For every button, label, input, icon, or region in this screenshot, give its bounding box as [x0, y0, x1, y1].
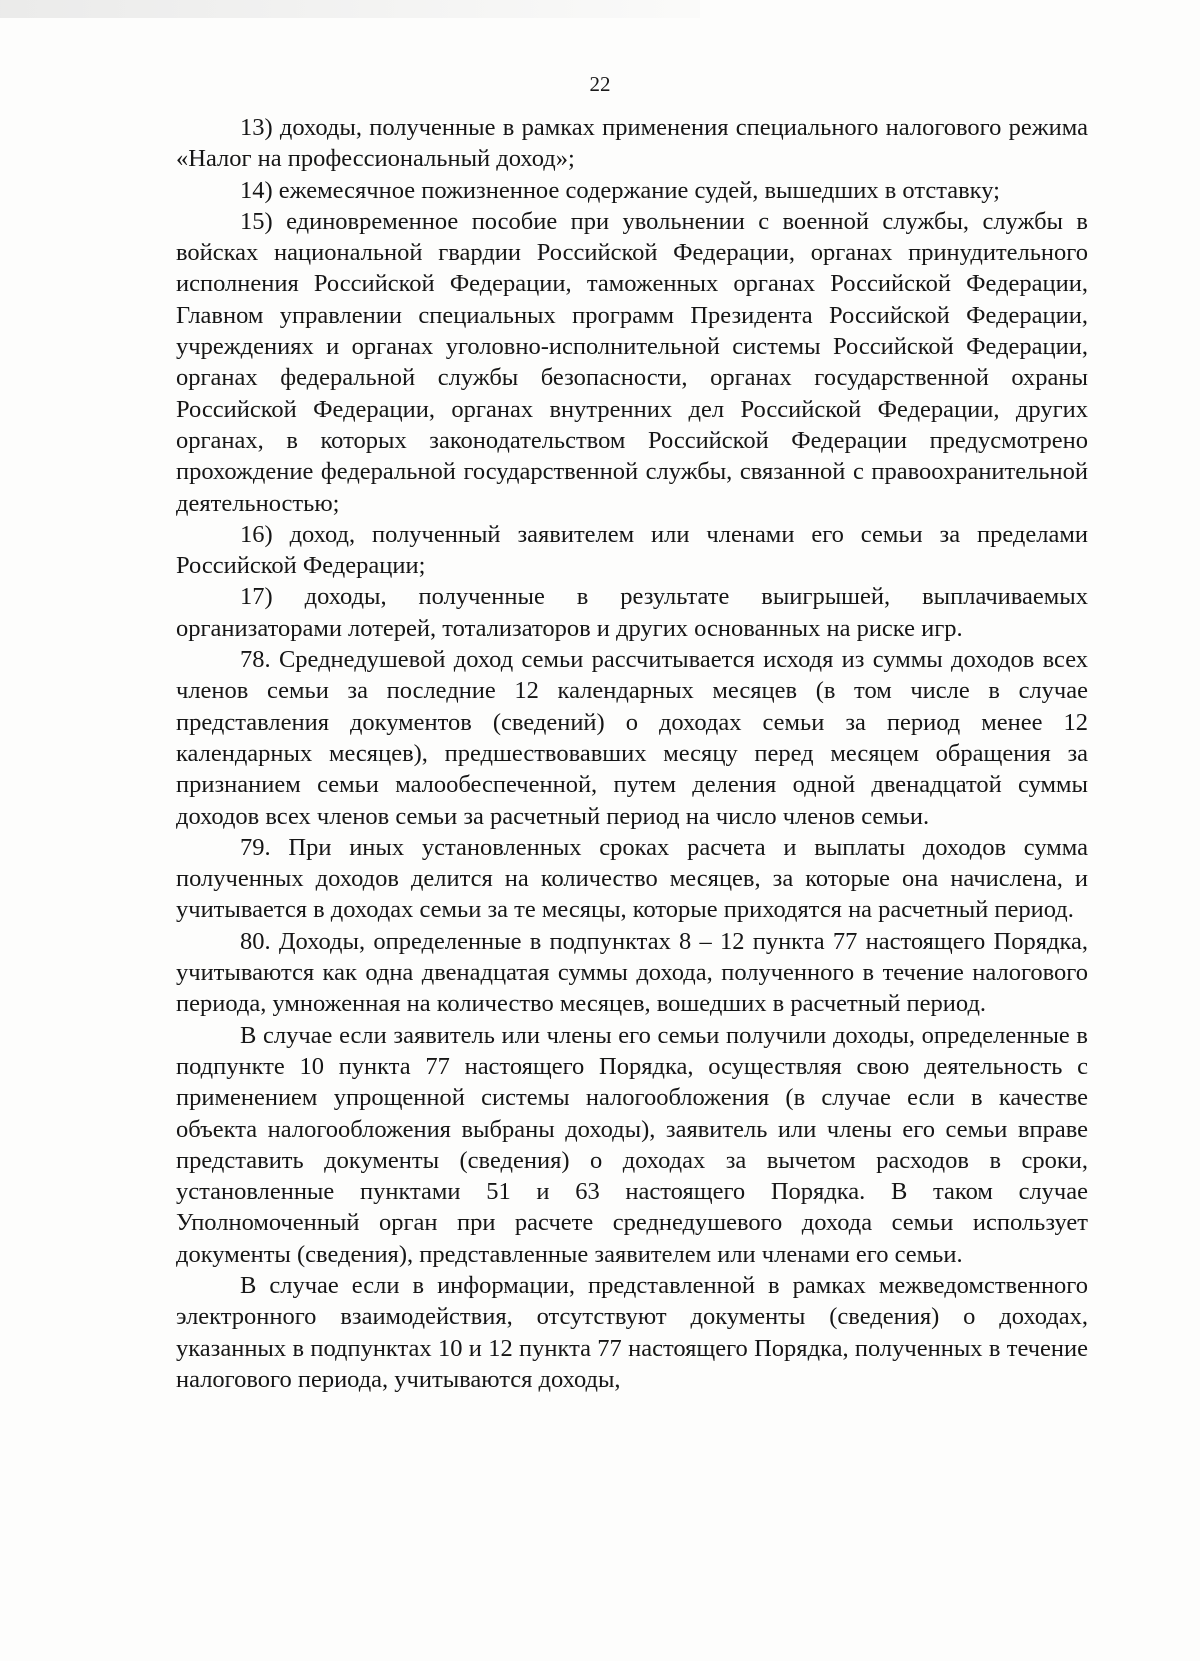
document-body	[176, 112, 1088, 1395]
paragraph-clause-78: 78. Среднедушевой доход семьи рассчитывается исходя из суммы доходов всех членов семьи за последние 12 календарных месяцев (в том числе в случае представления документов (сведений) о доходах семьи за период менее 12 календарных месяцев), предшествовавших месяцу перед месяцем обращения за признанием семьи малообеспеченной, путем деления одной двенадцатой суммы доходов всех членов семьи за расчетный период на число членов семьи.	[176, 646, 1088, 830]
page-number: 22	[589, 72, 611, 96]
paragraph-item-15: 15) единовременное пособие при увольнении с военной службы, службы в войсках национальной гвардии Российской Федерации, органах принудительного исполнения Российской Федерации, таможенных органах Российской Федерации, Главном управлении специальных программ Президента Российской Федерации, учреждениях и органах уголовно-исполнительной системы Российской Федерации, органах федеральной службы безопасности, органах государственной охраны Российской Федерации, органах внутренних дел Российской Федерации, других органах, в которых законодательством Российской Федерации предусмотрено прохождение федеральной государственной службы, связанной с правоохранительной деятельностью;	[176, 207, 1088, 517]
paragraph-clause-80-simplified-tax: В случае если заявитель или члены его семьи получили доходы, определенные в подпункте 10 пункта 77 настоящего Порядка, осуществляя свою деятельность с применением упрощенной системы налогообложения (в случае если в качестве объекта налогообложения выбраны доходы), заявитель или члены его семьи вправе представить документы (сведения) о доходах за вычетом расходов в сроки, установленные пунктами 51 и 63 настоящего Порядка. В таком случае Уполномоченный орган при расчете среднедушевого дохода семьи использует документы (сведения), представленные заявителем или членами его семьи.	[176, 1021, 1088, 1268]
paragraph-clause-80-interagency: В случае если в информации, представленной в рамках межведомственного электронного взаимодействия, отсутствуют документы (сведения) о доходах, указанных в подпунктах 10 и 12 пункта 77 настоящего Порядка, полученных в течение налогового периода, учитываются доходы,	[176, 1271, 1088, 1393]
paragraph-item-16: 16) доход, полученный заявителем или членами его семьи за пределами Российской Федерации;	[176, 520, 1088, 580]
paragraph-clause-79: 79. При иных установленных сроках расчета и выплаты доходов сумма полученных доходов делится на количество месяцев, за которые она начислена, и учитывается в доходах семьи за те месяцы, которые приходятся на расчетный период.	[176, 833, 1088, 924]
paragraph-clause-80: 80. Доходы, определенные в подпунктах 8 – 12 пункта 77 настоящего Порядка, учитываются как одна двенадцатая суммы дохода, полученного в течение налогового периода, умноженная на количество месяцев, вошедших в расчетный период.	[176, 927, 1088, 1018]
paragraph-item-17: 17) доходы, полученные в результате выигрышей, выплачиваемых организаторами лотерей, тотализаторов и других основанных на риске игр.	[176, 583, 1088, 642]
scan-artifact	[0, 0, 700, 18]
paragraph-item-14: 14) ежемесячное пожизненное содержание судей, вышедших в отставку;	[240, 176, 1000, 204]
paragraph-item-13: 13) доходы, полученные в рамках применения специального налогового режима «Налог на профессиональный доход»;	[176, 114, 1088, 173]
